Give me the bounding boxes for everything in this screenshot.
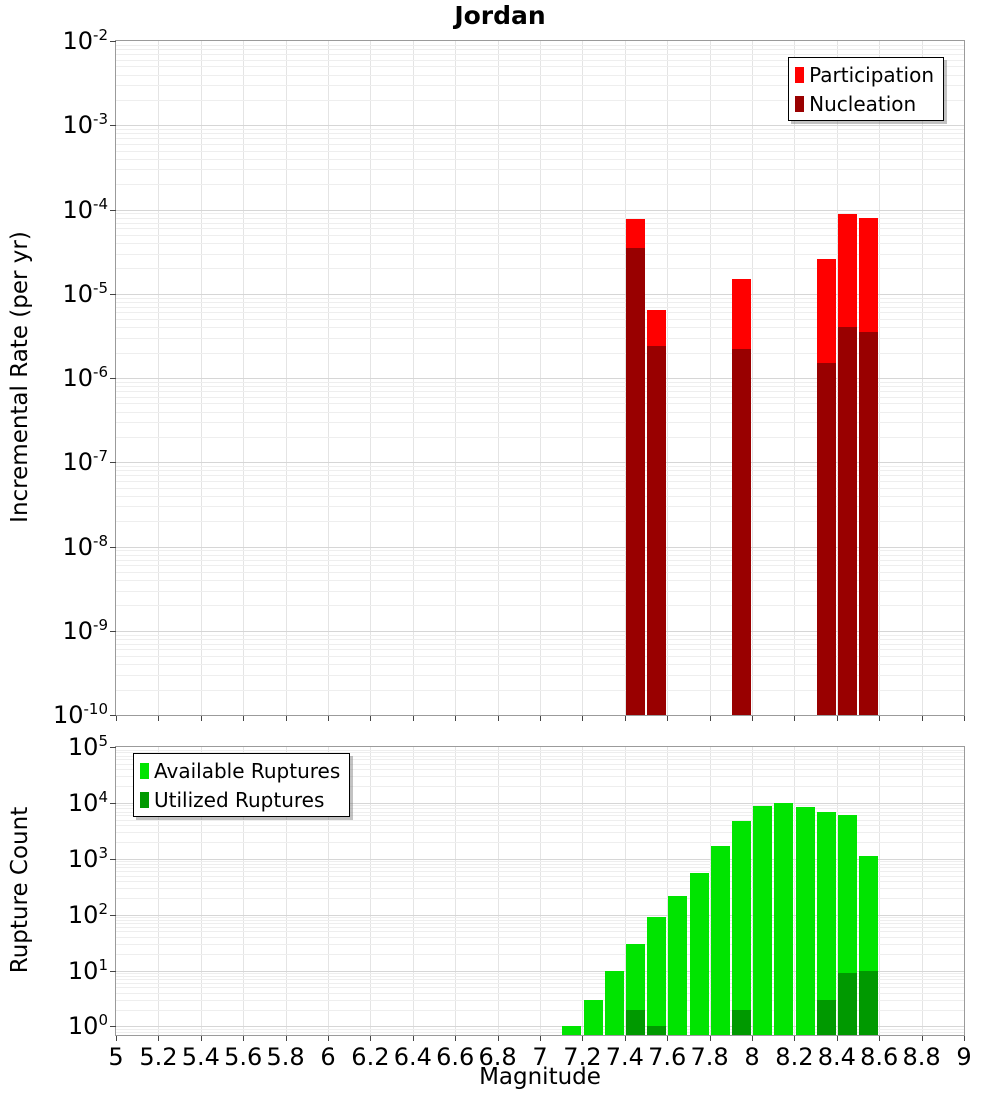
minor-gridline: [116, 565, 964, 566]
minor-gridline: [116, 412, 964, 413]
x-axis-tick: [794, 716, 795, 721]
x-axis-tick: [540, 716, 541, 721]
x-tick-label: 6.2: [351, 1043, 390, 1071]
legend-label-available: Available Ruptures: [154, 758, 341, 783]
x-tick-label: 7.8: [690, 1043, 729, 1071]
minor-gridline: [116, 338, 964, 339]
bar-available-ruptures: [690, 873, 709, 1035]
minor-gridline: [116, 644, 964, 645]
y-axis-tick: [110, 631, 116, 632]
minor-gridline: [116, 979, 964, 980]
minor-gridline: [116, 881, 964, 882]
legend-item-available: [140, 756, 340, 785]
x-axis-tick: [243, 1036, 244, 1041]
minor-gridline: [116, 923, 964, 924]
bar-nucleation: [859, 332, 878, 715]
minor-gridline: [116, 656, 964, 657]
y-tick-label: $10^1$: [67, 955, 108, 985]
minor-gridline: [116, 218, 964, 219]
minor-gridline: [116, 867, 964, 868]
x-axis-tick: [455, 716, 456, 721]
y-axis-tick: [110, 803, 116, 804]
x-axis-tick: [922, 716, 923, 721]
x-tick-label: 5.4: [181, 1043, 220, 1071]
minor-gridline: [116, 488, 964, 489]
bar-nucleation: [817, 363, 836, 715]
minor-gridline: [116, 690, 964, 691]
y-axis-tick: [110, 1026, 116, 1027]
bar-utilized-ruptures: [732, 1010, 751, 1036]
minor-gridline: [116, 871, 964, 872]
x-axis-tick: [667, 1036, 668, 1041]
minor-gridline: [116, 254, 964, 255]
minor-gridline: [116, 1000, 964, 1001]
x-axis-tick: [625, 1036, 626, 1041]
minor-gridline: [116, 223, 964, 224]
minor-gridline: [116, 213, 964, 214]
minor-gridline: [116, 312, 964, 313]
minor-gridline: [116, 138, 964, 139]
bar-available-ruptures: [647, 917, 666, 1035]
bar-nucleation: [647, 346, 666, 715]
minor-gridline: [116, 307, 964, 308]
x-tick-label: 6.4: [393, 1043, 432, 1071]
x-axis-tick: [582, 1036, 583, 1041]
minor-gridline: [116, 876, 964, 877]
minor-gridline: [116, 898, 964, 899]
bar-utilized-ruptures: [859, 971, 878, 1036]
count-axis-label: Rupture Count: [7, 806, 33, 974]
minor-gridline: [116, 572, 964, 573]
bar-nucleation: [626, 248, 645, 715]
minor-gridline: [116, 159, 964, 160]
utilized-swatch-icon: [140, 792, 149, 808]
x-tick-label: 8.2: [775, 1043, 814, 1071]
minor-gridline: [116, 888, 964, 889]
rate-axis-label: Incremental Rate (per yr): [7, 231, 33, 523]
minor-gridline: [116, 861, 964, 862]
x-axis-tick: [498, 1036, 499, 1041]
minor-gridline: [116, 550, 964, 551]
minor-gridline: [116, 664, 964, 665]
legend-item-nucleation: [795, 89, 934, 118]
bar-nucleation: [838, 327, 857, 715]
minor-gridline: [116, 1029, 964, 1030]
major-gridline: [116, 294, 964, 295]
count-legend: [133, 753, 350, 817]
major-gridline: [116, 462, 964, 463]
y-axis-tick: [110, 41, 116, 42]
minor-gridline: [116, 635, 964, 636]
minor-gridline: [116, 973, 964, 974]
x-axis-tick: [625, 716, 626, 721]
minor-gridline: [116, 470, 964, 471]
x-axis-tick: [413, 716, 414, 721]
incremental-rate-plot: [52, 26, 965, 729]
minor-gridline: [116, 580, 964, 581]
x-axis-tick: [667, 716, 668, 721]
major-gridline: [116, 378, 964, 379]
x-axis-tick: [370, 1036, 371, 1041]
x-axis-tick: [752, 1036, 753, 1041]
y-axis-tick: [110, 915, 116, 916]
x-tick-label: 5.8: [266, 1043, 305, 1071]
minor-gridline: [116, 639, 964, 640]
y-axis-tick: [110, 378, 116, 379]
minor-gridline: [116, 397, 964, 398]
rupture-count-plot: [67, 732, 972, 1071]
y-tick-label: $10^{-10}$: [52, 700, 108, 729]
x-axis-tick: [116, 1036, 117, 1041]
major-gridline: [116, 859, 964, 860]
minor-gridline: [116, 169, 964, 170]
minor-gridline: [116, 302, 964, 303]
minor-gridline: [116, 129, 964, 130]
x-axis-tick: [964, 1036, 965, 1041]
minor-gridline: [116, 591, 964, 592]
minor-gridline: [116, 228, 964, 229]
bar-available-ruptures: [562, 1026, 581, 1035]
y-tick-label: $10^{-9}$: [62, 615, 108, 645]
minor-gridline: [116, 1010, 964, 1011]
minor-gridline: [116, 144, 964, 145]
available-swatch-icon: [140, 763, 149, 779]
legend-item-participation: [795, 60, 934, 89]
minor-gridline: [116, 555, 964, 556]
major-gridline: [116, 971, 964, 972]
minor-gridline: [116, 466, 964, 467]
y-tick-label: $10^5$: [67, 732, 108, 761]
y-tick-label: $10^{-5}$: [62, 278, 108, 308]
minor-gridline: [116, 481, 964, 482]
minor-gridline: [116, 937, 964, 938]
legend-label-nucleation: Nucleation: [809, 91, 917, 116]
x-axis-tick: [837, 716, 838, 721]
minor-gridline: [116, 496, 964, 497]
x-tick-label: 5.2: [139, 1043, 178, 1071]
minor-gridline: [116, 649, 964, 650]
minor-gridline: [116, 133, 964, 134]
minor-gridline: [116, 954, 964, 955]
x-axis-tick: [455, 1036, 456, 1041]
bar-available-ruptures: [584, 1000, 603, 1035]
x-tick-label: 8.4: [817, 1043, 856, 1071]
y-axis-tick: [110, 747, 116, 748]
minor-gridline: [116, 437, 964, 438]
minor-gridline: [116, 842, 964, 843]
y-tick-label: $10^3$: [67, 843, 108, 873]
y-axis-tick: [110, 971, 116, 972]
x-axis-tick: [794, 1036, 795, 1041]
minor-gridline: [116, 353, 964, 354]
x-tick-label: 8: [744, 1043, 760, 1071]
minor-gridline: [116, 45, 964, 46]
x-axis-tick: [286, 1036, 287, 1041]
x-tick-label: 6.8: [478, 1043, 517, 1071]
x-axis-tick: [413, 1036, 414, 1041]
minor-gridline: [116, 976, 964, 977]
y-tick-label: $10^{-4}$: [62, 194, 108, 224]
x-axis-tick: [964, 716, 965, 721]
x-axis-tick: [710, 1036, 711, 1041]
x-tick-label: 7.2: [563, 1043, 602, 1071]
x-tick-label: 7.6: [648, 1043, 687, 1071]
minor-gridline: [116, 825, 964, 826]
bar-available-ruptures: [774, 803, 793, 1035]
bar-utilized-ruptures: [626, 1010, 645, 1036]
minor-gridline: [116, 327, 964, 328]
minor-gridline: [116, 298, 964, 299]
x-tick-label: 7.4: [605, 1043, 644, 1071]
minor-gridline: [116, 750, 964, 751]
bar-available-ruptures: [605, 971, 624, 1036]
major-gridline: [116, 210, 964, 211]
major-gridline: [116, 125, 964, 126]
magnitude-axis-label: Magnitude: [479, 1064, 601, 1090]
major-gridline: [116, 547, 964, 548]
y-axis-tick: [110, 210, 116, 211]
minor-gridline: [116, 605, 964, 606]
x-axis-tick: [540, 1036, 541, 1041]
participation-swatch-icon: [795, 67, 804, 83]
minor-gridline: [116, 268, 964, 269]
x-tick-label: 6.6: [436, 1043, 475, 1071]
x-axis-tick: [328, 1036, 329, 1041]
legend-label-utilized: Utilized Ruptures: [154, 787, 325, 812]
minor-gridline: [116, 54, 964, 55]
rate-legend: [788, 57, 944, 121]
y-tick-label: $10^{-6}$: [62, 363, 108, 392]
x-tick-label: 5.6: [224, 1043, 263, 1071]
minor-gridline: [116, 319, 964, 320]
minor-gridline: [116, 184, 964, 185]
y-axis-tick: [110, 462, 116, 463]
x-tick-label: 7: [532, 1043, 548, 1071]
y-axis-tick: [110, 125, 116, 126]
minor-gridline: [116, 832, 964, 833]
minor-gridline: [116, 422, 964, 423]
x-axis-tick: [158, 716, 159, 721]
x-axis-tick: [582, 716, 583, 721]
y-tick-label: $10^4$: [67, 787, 108, 817]
minor-gridline: [116, 391, 964, 392]
bar-available-ruptures: [732, 821, 751, 1035]
y-tick-label: $10^{-2}$: [62, 26, 108, 55]
minor-gridline: [116, 917, 964, 918]
y-tick-label: $10^{-8}$: [62, 531, 108, 561]
y-tick-label: $10^{-3}$: [62, 110, 108, 140]
x-tick-label: 9: [956, 1043, 972, 1071]
minor-gridline: [116, 151, 964, 152]
x-axis-tick: [710, 716, 711, 721]
minor-gridline: [116, 382, 964, 383]
x-axis-tick: [328, 716, 329, 721]
x-axis-tick: [370, 716, 371, 721]
minor-gridline: [116, 927, 964, 928]
minor-gridline: [116, 386, 964, 387]
minor-gridline: [116, 864, 964, 865]
x-axis-tick: [201, 716, 202, 721]
x-axis-tick: [837, 1036, 838, 1041]
x-axis-tick: [879, 1036, 880, 1041]
minor-gridline: [116, 521, 964, 522]
legend-label-participation: Participation: [809, 62, 934, 87]
x-axis-tick: [879, 716, 880, 721]
minor-gridline: [116, 983, 964, 984]
y-tick-label: $10^0$: [67, 1011, 108, 1041]
x-axis-tick: [498, 716, 499, 721]
bar-available-ruptures: [668, 896, 687, 1036]
bar-available-ruptures: [753, 806, 772, 1035]
minor-gridline: [116, 944, 964, 945]
bar-utilized-ruptures: [817, 1000, 836, 1035]
minor-gridline: [116, 1032, 964, 1033]
x-axis-tick: [158, 1036, 159, 1041]
minor-gridline: [116, 820, 964, 821]
x-axis-tick: [286, 716, 287, 721]
bar-utilized-ruptures: [838, 973, 857, 1035]
x-tick-label: 8.6: [860, 1043, 899, 1071]
y-axis-tick: [110, 294, 116, 295]
x-axis-tick: [201, 1036, 202, 1041]
bar-nucleation: [732, 349, 751, 715]
minor-gridline: [116, 931, 964, 932]
minor-gridline: [116, 920, 964, 921]
y-axis-tick: [110, 859, 116, 860]
major-gridline: [116, 1026, 964, 1027]
chart-title: Jordan: [454, 1, 546, 30]
legend-item-utilized: [140, 785, 340, 814]
minor-gridline: [116, 506, 964, 507]
major-gridline: [116, 915, 964, 916]
minor-gridline: [116, 235, 964, 236]
minor-gridline: [116, 987, 964, 988]
major-gridline: [116, 631, 964, 632]
x-tick-label: 6: [320, 1043, 336, 1071]
minor-gridline: [116, 403, 964, 404]
x-axis-tick: [752, 716, 753, 721]
x-axis-tick: [922, 1036, 923, 1041]
y-tick-label: $10^{-7}$: [62, 447, 108, 477]
bar-available-ruptures: [711, 846, 730, 1035]
x-axis-tick: [116, 716, 117, 721]
minor-gridline: [116, 49, 964, 50]
bar-utilized-ruptures: [647, 1026, 666, 1035]
minor-gridline: [116, 475, 964, 476]
minor-gridline: [116, 560, 964, 561]
minor-gridline: [116, 675, 964, 676]
y-axis-tick: [110, 547, 116, 548]
y-tick-label: $10^2$: [67, 899, 108, 929]
x-tick-label: 5: [108, 1043, 124, 1071]
nucleation-swatch-icon: [795, 96, 804, 112]
minor-gridline: [116, 243, 964, 244]
bar-available-ruptures: [796, 807, 815, 1035]
minor-gridline: [116, 993, 964, 994]
x-tick-label: 8.8: [902, 1043, 941, 1071]
x-axis-tick: [243, 716, 244, 721]
